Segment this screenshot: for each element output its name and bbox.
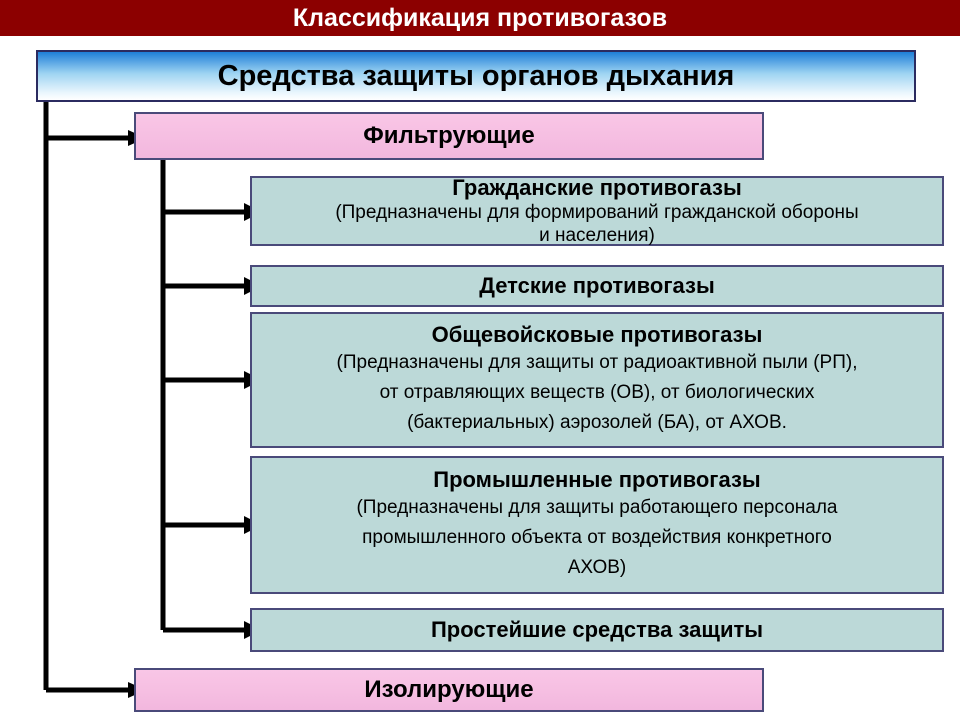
node-industry-sub-line-2: промышленного объекта от воздействия конкретного — [362, 527, 832, 548]
node-industry-sub-line-1: (Предназначены для защиты работающего персонала — [356, 497, 838, 518]
node-industry-title: Промышленные противогазы — [433, 467, 761, 492]
page-title: Классификация противогазов — [292, 4, 668, 32]
node-root — [36, 50, 916, 102]
node-army-sub-line-3: (бактериальных) аэрозолей (БА), от АХОВ. — [407, 412, 787, 433]
node-industry-sub-line-3: АХОВ) — [567, 557, 627, 578]
node-simple — [250, 608, 944, 652]
node-isolating — [134, 668, 764, 712]
node-civil — [250, 176, 944, 246]
node-child — [250, 265, 944, 307]
node-isolating-label: Изолирующие — [364, 676, 534, 703]
node-filtering-label: Фильтрующие — [363, 122, 535, 149]
node-civil-sub-line-2: и населения) — [539, 225, 655, 246]
node-army — [250, 312, 944, 448]
node-army-title: Общевойсковые противогазы — [431, 322, 763, 347]
node-filtering — [134, 112, 764, 160]
node-simple-title: Простейшие средства защиты — [430, 617, 764, 642]
node-root-label: Средства защиты органов дыхания — [217, 59, 735, 92]
node-industry — [250, 456, 944, 594]
node-civil-title: Гражданские противогазы — [452, 175, 742, 200]
node-army-sub-line-1: (Предназначены для защиты от радиоактивной пыли (РП), — [336, 352, 858, 373]
node-army-sub-line-2: от отравляющих веществ (ОВ), от биологических — [379, 382, 815, 403]
node-child-title: Детские противогазы — [479, 273, 715, 298]
node-civil-sub-line-1: (Предназначены для формирований гражданской обороны — [335, 202, 859, 223]
